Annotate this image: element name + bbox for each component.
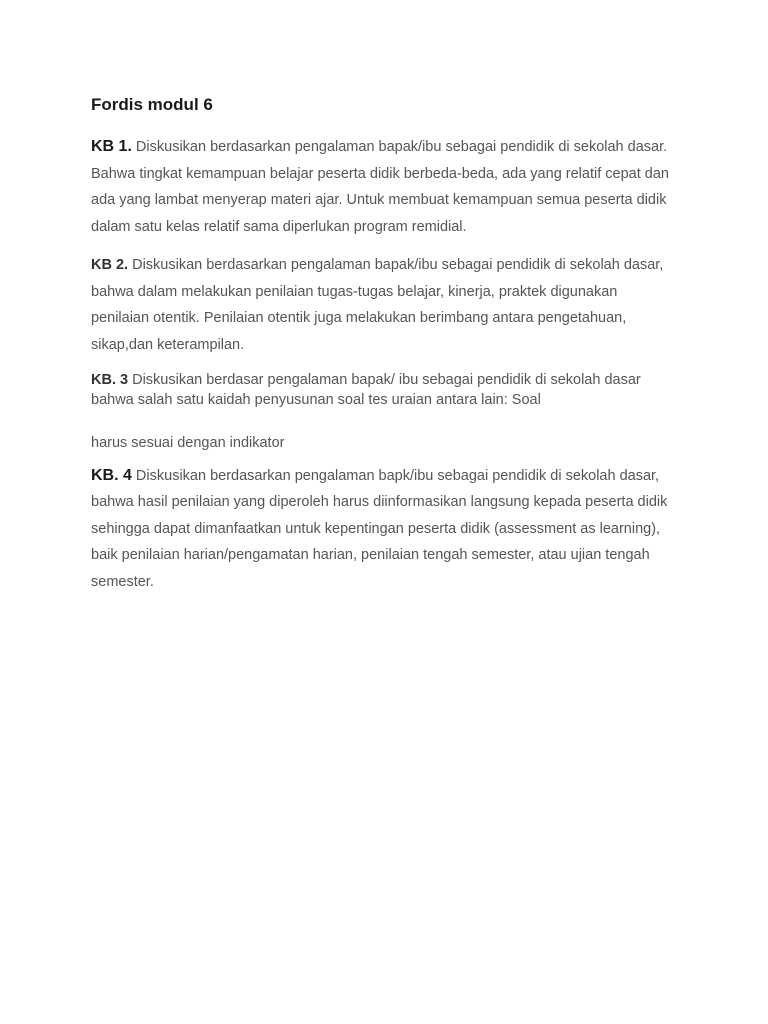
- document-page: [91, 94, 671, 607]
- kb1-paragraph: [91, 134, 671, 240]
- kb1-text: Diskusikan berdasarkan pengalaman bapak/ibu sebagai pendidik di sekolah dasar. Bahwa tingkat kemampuan belajar peserta didik berbeda-beda, ada yang relatif cepat dan ada yang lambat menyerap materi ajar. Untuk membuat kemampuan semua peserta didik dalam satu kelas relatif sama diperlukan program remidial.: [91, 139, 669, 235]
- kb4-paragraph: [91, 463, 671, 596]
- kb3-continuation: harus sesuai dengan indikator: [91, 435, 285, 451]
- kb3-paragraph: [91, 370, 671, 410]
- kb2-label: KB 2.: [91, 257, 129, 273]
- kb2-text: Diskusikan berdasarkan pengalaman bapak/ibu sebagai pendidik di sekolah dasar, bahwa dalam melakukan penilaian tugas-tugas belajar, kinerja, praktek digunakan penilaian otentik. Penilaian otentik juga melakukan berimbang antara pengetahuan, sikap,dan keterampilan.: [91, 257, 664, 353]
- kb4-label: KB. 4: [91, 466, 132, 484]
- document-title: Fordis modul 6: [91, 95, 213, 114]
- kb1-label: KB 1.: [91, 138, 132, 155]
- kb3-text: Diskusikan berdasar pengalaman bapak/ ibu sebagai pendidik di sekolah dasar bahwa salah satu kaidah penyusunan soal tes uraian antara lain: Soal: [91, 372, 641, 408]
- kb4-text: Diskusikan berdasarkan pengalaman bapk/ibu sebagai pendidik di sekolah dasar, bahwa hasil penilaian yang diperoleh harus diinformasikan langsung kepada peserta didik sehingga dapat dimanfaatkan untuk kepentingan peserta didik (assessment as learning), baik penilaian harian/pengamatan harian, penilaian tengah semester, atau ujian tengah semester.: [91, 467, 668, 590]
- kb3-label: KB. 3: [91, 372, 129, 388]
- kb2-paragraph: [91, 252, 671, 358]
